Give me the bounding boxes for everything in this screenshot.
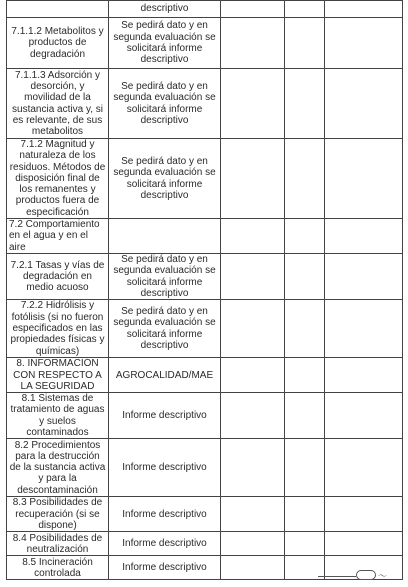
empty-cell: [221, 1, 285, 18]
requirement-cell: descriptivo: [109, 1, 221, 18]
empty-cell: [221, 18, 285, 69]
item-cell: 7.2.2 Hidrólisis y fotólisis (si no fueron especificados en las propiedades físicas y químicas): [7, 300, 109, 358]
requirement-cell: [109, 219, 221, 254]
item-cell: 8.4 Posibilidades de neutralización: [7, 532, 109, 556]
empty-cell: [285, 439, 325, 497]
empty-cell: [221, 253, 285, 299]
requirement-cell: Se pedirá dato y en segunda evaluación se solicitará informe descriptivo: [109, 253, 221, 299]
empty-cell: [325, 219, 403, 254]
item-cell: 7.2.1 Tasas y vías de degradación en medio acuoso: [7, 253, 109, 299]
empty-cell: [285, 497, 325, 532]
requirement-cell: Se pedirá dato y en segunda evaluación se solicitará informe descriptivo: [109, 139, 221, 219]
empty-cell: [221, 556, 285, 580]
empty-cell: [221, 139, 285, 219]
empty-cell: [221, 439, 285, 497]
empty-cell: [285, 532, 325, 556]
requirement-cell: Se pedirá dato y en segunda evaluación se solicitará informe descriptivo: [109, 69, 221, 139]
empty-cell: [325, 497, 403, 532]
stamp-icon: [356, 570, 376, 580]
empty-cell: [325, 439, 403, 497]
requirement-cell: Informe descriptivo: [109, 497, 221, 532]
item-cell: [7, 1, 109, 18]
empty-cell: [285, 139, 325, 219]
table-row: [7, 358, 403, 393]
empty-cell: [221, 300, 285, 358]
requirement-cell: Informe descriptivo: [109, 439, 221, 497]
item-cell: 7.1.1.2 Metabolitos y productos de degradación: [7, 18, 109, 69]
table-row: [7, 18, 403, 69]
requirement-cell: AGROCALIDAD/MAE: [109, 358, 221, 393]
requirement-cell: Informe descriptivo: [109, 556, 221, 580]
empty-cell: [285, 393, 325, 439]
empty-cell: [325, 532, 403, 556]
empty-cell: [325, 253, 403, 299]
table-row: [7, 139, 403, 219]
item-cell: 7.1.2 Magnitud y naturaleza de los residuos. Métodos de disposición final de los remanentes y productos fuera de especificación: [7, 139, 109, 219]
empty-cell: [221, 393, 285, 439]
table-row: [7, 393, 403, 439]
empty-cell: [325, 1, 403, 18]
empty-cell: [221, 532, 285, 556]
item-cell: 8.3 Posibilidades de recuperación (si se dispone): [7, 497, 109, 532]
handwritten-mark-icon: ～: [378, 571, 388, 581]
empty-cell: [285, 300, 325, 358]
requirement-cell: Se pedirá dato y en segunda evaluación se solicitará informe descriptivo: [109, 18, 221, 69]
empty-cell: [285, 1, 325, 18]
empty-cell: [285, 358, 325, 393]
table-row: [7, 300, 403, 358]
item-cell: 7.1.1.3 Adsorción y desorción, y movilidad de la sustancia activa y, si es relevante, de sus metabolitos: [7, 69, 109, 139]
empty-cell: [285, 18, 325, 69]
empty-cell: [325, 139, 403, 219]
table-row: [7, 439, 403, 497]
table-row: [7, 253, 403, 299]
section-heading-cell: 8. INFORMACIÓN CON RESPECTO A LA SEGURIDAD: [7, 358, 109, 393]
requirement-cell: Informe descriptivo: [109, 532, 221, 556]
table-row: [7, 532, 403, 556]
empty-cell: [221, 358, 285, 393]
requirement-cell: Se pedirá dato y en segunda evaluación se solicitará informe descriptivo: [109, 300, 221, 358]
empty-cell: [325, 358, 403, 393]
requirement-cell: Informe descriptivo: [109, 393, 221, 439]
empty-cell: [325, 18, 403, 69]
table-row: [7, 1, 403, 18]
empty-cell: [221, 219, 285, 254]
item-cell: 8.1 Sistemas de tratamiento de aguas y suelos contaminados: [7, 393, 109, 439]
requirements-table: [6, 0, 403, 580]
table-row: [7, 69, 403, 139]
signature-line: [318, 576, 356, 577]
empty-cell: [285, 69, 325, 139]
item-cell: 8.5 Incineración controlada: [7, 556, 109, 580]
empty-cell: [325, 393, 403, 439]
table-row: [7, 497, 403, 532]
empty-cell: [221, 497, 285, 532]
signature-mark: [318, 569, 394, 581]
empty-cell: [325, 69, 403, 139]
table-row: [7, 219, 403, 254]
item-cell: 7.2 Comportamiento en el agua y en el aire: [7, 219, 109, 254]
empty-cell: [325, 300, 403, 358]
empty-cell: [221, 69, 285, 139]
item-cell: 8.2 Procedimientos para la destrucción de la sustancia activa y para la descontaminación: [7, 439, 109, 497]
empty-cell: [285, 219, 325, 254]
empty-cell: [285, 253, 325, 299]
